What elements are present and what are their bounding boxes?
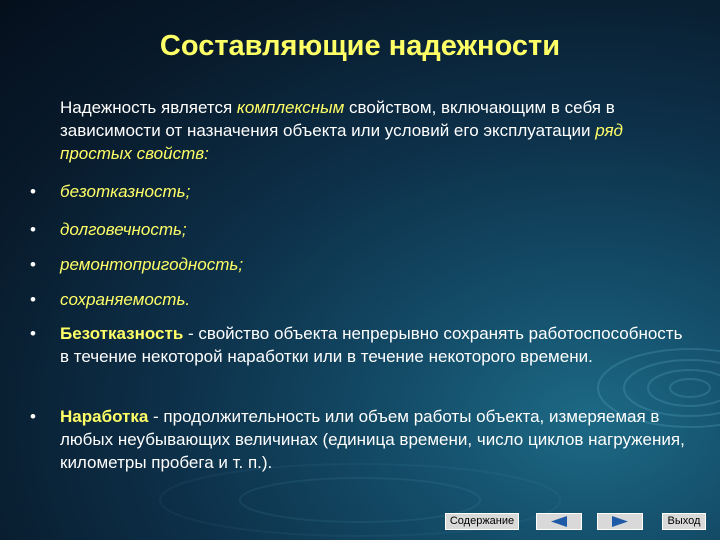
definition-term: Наработка: [60, 407, 149, 426]
exit-button[interactable]: Выход: [662, 513, 706, 530]
intro-text-2: свойством, включающим в себя в зависимости от назначения объекта или условий его эксплуатации: [60, 98, 615, 140]
bullet-icon: •: [30, 407, 36, 426]
definition-body: [60, 405, 690, 474]
bullet-icon: •: [30, 182, 36, 201]
definition-operating-time: [30, 405, 690, 474]
slide-title: Составляющие надежности: [159, 30, 561, 62]
bullet-icon: •: [30, 324, 36, 343]
definition-text: - продолжительность или объем работы объекта, измеряемая в любых неубывающих величинах (единица времени, число циклов нагружения, километры пробега и т. п.).: [60, 407, 685, 472]
definition-text: - свойство объекта непрерывно сохранять работоспособность в течение некоторой наработки или в течение некоторого времени.: [60, 324, 683, 366]
property-label: ремонтопригодность;: [60, 255, 244, 274]
intro-highlight-properties: ряд простых свойств:: [60, 121, 623, 163]
previous-slide-button[interactable]: [536, 513, 582, 530]
property-label: долговечность;: [60, 220, 187, 239]
property-item-reliability: [30, 180, 690, 203]
bullet-icon: •: [30, 290, 36, 309]
property-item-maintainability: [30, 253, 690, 276]
property-item-durability: [30, 218, 690, 241]
property-item-storability: [30, 288, 690, 311]
left-triangle-icon: [551, 516, 567, 527]
contents-button[interactable]: Содержание: [445, 513, 519, 530]
definition-reliability: [30, 322, 690, 368]
property-label: сохраняемость.: [60, 290, 191, 309]
definition-body: [60, 322, 690, 368]
intro-paragraph: [60, 96, 660, 165]
right-triangle-icon: [612, 516, 628, 527]
bullet-icon: •: [30, 255, 36, 274]
definition-term: Безотказность: [60, 324, 184, 343]
intro-highlight-complex: комплексным: [236, 98, 345, 117]
intro-text-1: Надежность является: [60, 98, 237, 117]
bullet-icon: •: [30, 220, 36, 239]
next-slide-button[interactable]: [597, 513, 643, 530]
property-label: безотказность;: [60, 182, 191, 201]
